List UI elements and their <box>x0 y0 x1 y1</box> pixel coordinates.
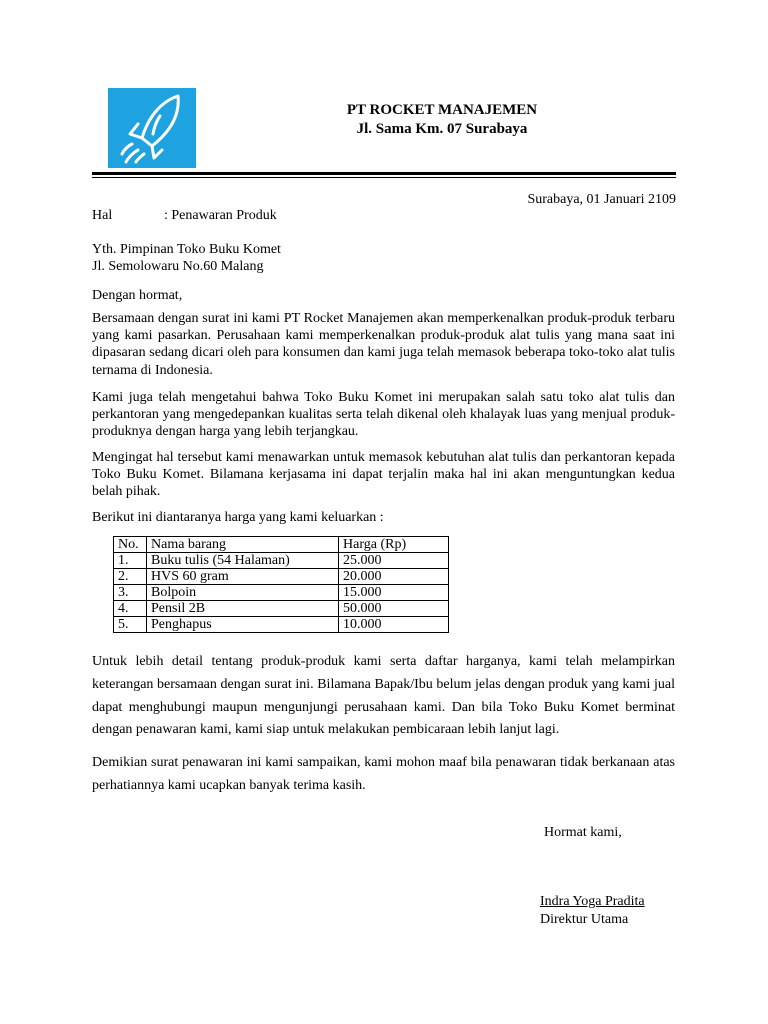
table-row <box>114 585 449 601</box>
header-cell: Nama barang <box>147 537 339 553</box>
recipient-address: Jl. Semolowaru No.60 Malang <box>92 259 264 274</box>
rocket-icon <box>108 88 196 168</box>
recipient-name: Yth. Pimpinan Toko Buku Komet <box>92 242 281 257</box>
signer-title: Direktur Utama <box>540 912 629 927</box>
paragraph-offer: Mengingat hal tersebut kami menawarkan untuk memasok kebutuhan alat tulis dan perkantoran kepada Toko Buku Komet. Bilamana kerjasama ini dapat terjalin maka hal ini akan menguntungkan kedua belah pihak. <box>92 450 675 500</box>
price-table <box>113 536 449 633</box>
header-cell: No. <box>114 537 147 553</box>
row-number: 1. <box>114 553 147 569</box>
table-intro: Berikut ini diantaranya harga yang kami keluarkan : <box>92 510 384 525</box>
letter-date: Surabaya, 01 Januari 2109 <box>527 192 676 207</box>
signoff: Hormat kami, <box>544 825 622 840</box>
item-name: Bolpoin <box>147 585 339 601</box>
company-logo <box>108 88 196 168</box>
paragraph-closing: Demikian surat penawaran ini kami sampaikan, kami mohon maaf bila penawaran tidak berkanaan atas perhatiannya kami ucapkan banyak terima kasih. <box>92 755 675 793</box>
table-row <box>114 617 449 633</box>
header-rule-thin <box>92 177 676 178</box>
company-address: Jl. Sama Km. 07 Surabaya <box>356 121 528 137</box>
item-price: 50.000 <box>339 601 449 617</box>
header-rule-thick <box>92 172 676 175</box>
signer-name: Indra Yoga Pradita <box>540 894 645 909</box>
table-row <box>114 569 449 585</box>
greeting: Dengan hormat, <box>92 288 183 303</box>
item-name: Pensil 2B <box>147 601 339 617</box>
item-price: 10.000 <box>339 617 449 633</box>
subject-value: : Penawaran Produk <box>164 208 277 223</box>
header-cell: Harga (Rp) <box>339 537 449 553</box>
table-header-row <box>114 537 449 553</box>
row-number: 2. <box>114 569 147 585</box>
item-price: 20.000 <box>339 569 449 585</box>
item-price: 15.000 <box>339 585 449 601</box>
paragraph-about-recipient: Kami juga telah mengetahui bahwa Toko Buku Komet ini merupakan salah satu toko alat tulis dan perkantoran yang mengedepankan kualitas serta telah dikenal oleh khalayak luas yang menjual produk-produknya dengan harga yang lebih terjangkau. <box>92 390 675 440</box>
paragraph-intro: Bersamaan dengan surat ini kami PT Rocket Manajemen akan memperkenalkan produk-produk terbaru yang kami pasarkan. Perusahaan kami memperkenalkan produk-produk alat tulis yang mana saat ini dipasaran sedang dicari oleh para konsumen dan kami juga telah memasok beberapa toko-toko alat tulis ternama di Indonesia. <box>92 311 675 378</box>
item-price: 25.000 <box>339 553 449 569</box>
company-name: PT ROCKET MANAJEMEN <box>346 102 538 118</box>
row-number: 5. <box>114 617 147 633</box>
paragraph-details: Untuk lebih detail tentang produk-produk kami serta daftar harganya, kami telah melampirkan keterangan bersamaan dengan surat ini. Bilamana Bapak/Ibu belum jelas dengan produk yang kami jual dapat menghubungi maupun mengunjungi perusahaan kami. Dan bila Toko Buku Komet berminat dengan penawaran kami, kami siap untuk melakukan pembicaraan lebih lanjut lagi. <box>92 654 675 738</box>
item-name: Penghapus <box>147 617 339 633</box>
table-row <box>114 601 449 617</box>
item-name: Buku tulis (54 Halaman) <box>147 553 339 569</box>
subject-label: Hal <box>92 208 113 223</box>
table-row <box>114 553 449 569</box>
item-name: HVS 60 gram <box>147 569 339 585</box>
row-number: 4. <box>114 601 147 617</box>
row-number: 3. <box>114 585 147 601</box>
